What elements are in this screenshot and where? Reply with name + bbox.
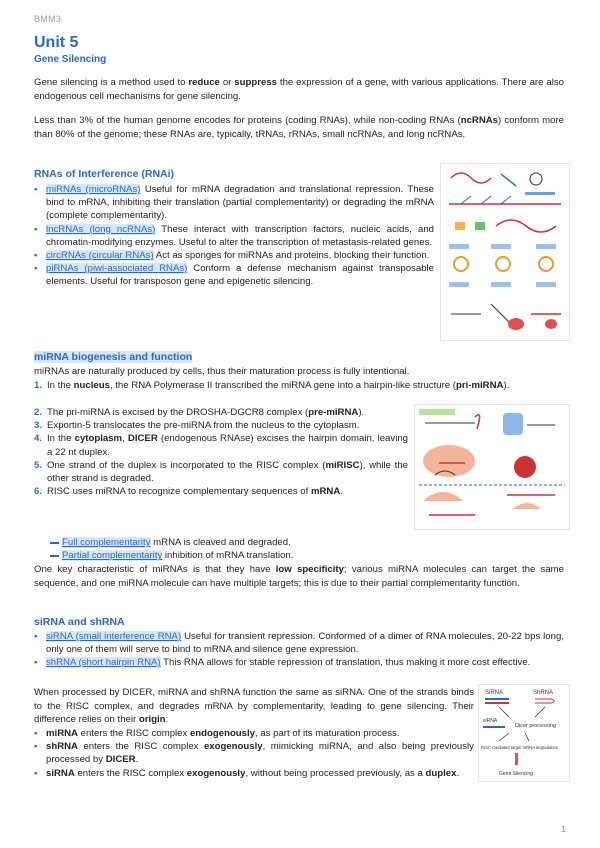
- list-item: 6. RISC uses miRNA to recognize complementary sequences of mRNA.: [34, 486, 343, 498]
- ncrna-diagram: [441, 164, 569, 340]
- list-item: • circRNAs (circular RNAs) Act as sponges for miRNAs and proteins, blocking their function.: [34, 249, 434, 262]
- sirna-list: [34, 630, 564, 670]
- term-link[interactable]: circRNAs (circular RNAs): [46, 250, 154, 262]
- biogenesis-diagram: [415, 405, 569, 529]
- label-degradation: RISC-mediated target mRNA degradation: [481, 745, 559, 750]
- list-item: 3. Exportin-5 translocates the pre-miRNA from the nucleus to the cytoplasm.: [34, 420, 360, 432]
- intro-paragraph-1: Gene silencing is a method used to reduce or suppress the expression of a gene, with various applications. There are also endogenous cell mechanisms for gene silencing.: [34, 77, 564, 102]
- list-item: • piRNAs (piwi-associated RNAs) Conform a defense mechanism against transposable elements. Useful for transposon gene and epigenetic silencing.: [34, 262, 434, 288]
- term-link[interactable]: piRNAs (piwi-associated RNAs): [46, 263, 188, 275]
- list-item: • lncRNAs (long ncRNAs) These interact with transcription factors, nucleic acids, and chromatin-modifying enzymes. Useful to alter the transcription of metastasis-related genes.: [34, 223, 434, 249]
- label-sirna-small: siRNA: [483, 718, 498, 724]
- label-sirna: SiRNA: [485, 690, 504, 696]
- list-item: • siRNA (small interference RNA) Useful for transient repression. Conformed of a dimer of RNA molecules, 20-22 bps long, only one of them will serve to bind to mRNA and silence gene expression.: [34, 630, 564, 656]
- term-link[interactable]: miRNAs (microRNAs): [46, 184, 141, 195]
- list-item: 1. In the nucleus, the RNA Polymerase II transcribed the miRNA gene into a hairpin-like structure (pri-miRNA).: [34, 380, 510, 391]
- page-title: Unit 5: [34, 34, 79, 51]
- list-item: • siRNA enters the RISC complex exogenously, without being processed previously, as a duplex.: [34, 767, 474, 780]
- section-heading-sirna: siRNA and shRNA: [34, 616, 125, 628]
- biogenesis-steps-narrow: [34, 406, 408, 498]
- label-gene-silencing: Gene Silencing: [499, 771, 533, 777]
- label-shrna: ShRNA: [533, 690, 554, 696]
- dicer-paragraph: When processed by DICER, miRNA and shRNA function the same as siRNA. One of the strands binds to the RISC complex, and degrades mRNA by complementarity, leading to gene silencing. Their difference relies on their origin:: [34, 687, 474, 726]
- sirna-shrna-figure: [478, 684, 570, 782]
- ncrna-types-figure: [440, 163, 570, 341]
- list-item: • miRNAs (microRNAs) Useful for mRNA degradation and translational repression. These bind to mRNA, inhibiting their translation (partial complementarity) or degrading the mRNA (complete complementarity).: [34, 183, 434, 223]
- section-heading-rnai: RNAs of Interference (RNAi): [34, 168, 175, 180]
- complementarity-list: [34, 536, 408, 562]
- dicer-diagram: [479, 685, 569, 781]
- rnai-list: [34, 183, 434, 289]
- list-item: • shRNA (short hairpin RNA) This RNA allows for stable repression of translation, thus making it more cost effective.: [34, 656, 564, 669]
- term-link[interactable]: Partial complementarity: [62, 550, 163, 562]
- term-link[interactable]: shRNA (short hairpin RNA): [46, 657, 161, 669]
- specificity-note: One key characteristic of miRNAs is that they have low specificity; various miRNA molecules can target the same sequence, and one miRNA molecule can have multiple targets; this is due to their partial complementarity function.: [34, 564, 565, 589]
- list-item: 2. The pri-miRNA is excised by the DROSHA-DGCR8 complex (pre-miRNA).: [34, 407, 365, 418]
- list-item: 4. In the cytoplasm, DICER (endogenous RNAse) excises the hairpin domain, leaving a 22 nt duplex.: [34, 433, 408, 458]
- section-heading-biogenesis: miRNA biogenesis and function: [34, 351, 193, 363]
- mirna-biogenesis-figure: [414, 404, 570, 530]
- biogenesis-steps: [34, 379, 564, 392]
- page-number: 1: [560, 824, 566, 834]
- list-item: 5. One strand of the duplex is incorporated to the RISC complex (miRISC), while the other strand is degraded.: [34, 459, 409, 485]
- term-link[interactable]: lncRNAs (long ncRNAs): [46, 223, 156, 235]
- label-dicer: Dicer processing: [515, 723, 556, 729]
- document-header: BMM3: [34, 14, 62, 24]
- list-item: • miRNA enters the RISC complex endogenously, as part of its maturation process.: [34, 727, 474, 740]
- list-item: • shRNA enters the RISC complex exogenously, mimicking miRNA, and also being previously processed by DICER.: [34, 740, 474, 766]
- page-subtitle: Gene Silencing: [34, 54, 107, 65]
- term-link[interactable]: Full complementarity: [62, 537, 151, 548]
- intro-paragraph-2: Less than 3% of the human genome encodes for proteins (coding RNAs), while non-coding RNAs (ncRNAs) conform more than 80% of the genome; these RNAs are, typically, tRNAs, rRNAs, small ncRNAs, and long ncRNAs.: [34, 115, 565, 140]
- list-item: Full complementarity mRNA is cleaved and degraded.: [34, 536, 408, 549]
- origin-list: [34, 727, 474, 780]
- list-item: Partial complementarity inhibition of mRNA translation.: [34, 549, 408, 562]
- term-link[interactable]: siRNA (small interference RNA): [46, 631, 182, 642]
- biogenesis-intro: miRNAs are naturally produced by cells, thus their maturation process is fully intentional.: [34, 366, 410, 377]
